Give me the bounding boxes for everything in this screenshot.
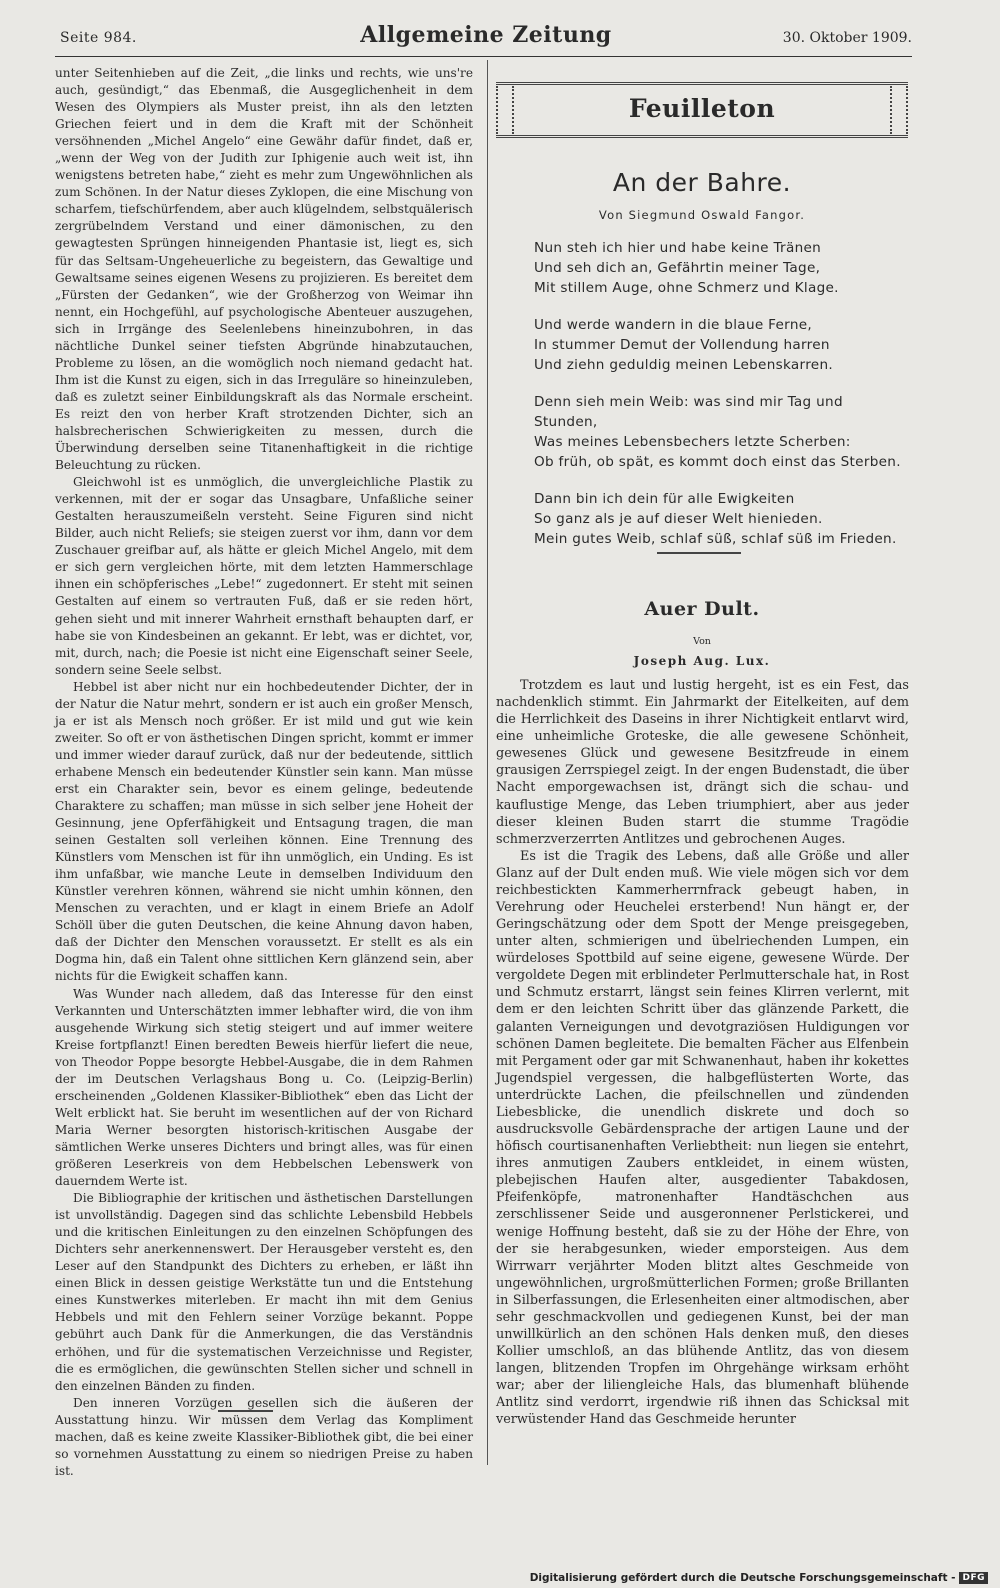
poem-body <box>534 238 906 566</box>
verse-line: Was meines Lebensbechers letzte Scherben: <box>534 434 851 450</box>
verse-line: In stummer Demut der Vollendung harren <box>534 337 830 353</box>
paragraph: Hebbel ist aber nicht nur ein hochbedeutender Dichter, der in der Natur die Natur mehrt, sondern er ist auch ein großer Mensch, ja er ist als Mensch noch größer. Er ist mild und gut wie kein zweiter. So oft er von ästhetischen Dingen spricht, kommt er immer und immer wieder darauf zurück, daß nur der bedeutende, sittlich erhabene Mensch ein bedeutender Künstler sein kann. Man müsse erst ein Charakter sein, bevor es einem gelinge, bedeutende Charaktere zu schaffen; man müsse in sich selber jene Hoheit der Gesinnung, jene Opferfähigkeit und Entsagung tragen, die man seinen Gestalten soll verleihen können. Eine Trennung des Künstlers vom Menschen ist für ihn unmöglich, ein Unding. Es ist ihm unfaßbar, wie manche Leute in demselben Individuum den Künstler verehren können, während sie nicht umhin können, den Menschen zu verachten, und er klagt in einem Briefe an Adolf Schöll über die guten Deutschen, die keine Ahnung davon haben, daß der Dichter den Menschen voraussetzt. Er stellt es als ein Dogma hin, daß ein Talent ohne sittlichen Kern glänzend sein, aber nichts für die Ewigkeit schaffen kann. <box>55 679 473 984</box>
paragraph: Es ist die Tragik des Lebens, daß alle Größe und aller Glanz auf der Dult enden muß. Wie viele mögen sich vor dem reichbestickten Kammerherrnfrack gebeugt haben, in Verehrung oder Heuchelei ersterbend! Nun hängt er, der Geringschätzung oder dem Spott der Menge preisgegeben, unter alten, schmierigen und übelriechenden Lumpen, ein würdeloses Spottbild auf seine eigene, gewesene Würde. Der vergoldete Degen mit erblindeter Perlmutterschale hat, in Rost und Schmutz erstarrt, längst sein feines Klirren verlernt, mit dem er den leichten Schritt über das glänzende Parkett, die galanten Verneigungen und devotgraziösen Huldigungen vor schönen Damen begleitete. Die bemalten Fächer aus Elfenbein mit Pergament oder gar mit Schwanenhaut, haben ihr kokettes Jugendspiel vergessen, die halbgeflüsterten Worte, das unterdrückte Lachen, die pfeilschnellen und zündenden Liebesblicke, die unendlich diskrete und doch so ausdrucksvolle Gebärdensprache der artigen Laune und der höfisch courtisanenhaften Verliebtheit: nun liegen sie entehrt, ihres anmutigen Zaubers entkleidet, in einem wüsten, plebejischen Haufen alter, ausgedienter Tabakdosen, Pfeifenköpfe, matronenhafter Handtäschchen aus zerschlissener Seide und ausgeronnener Perlstickerei, und wenige Hoffnung besteht, daß sie zu der Höhe der Ehre, von der sie herabgesunken, wieder emporsteigen. Aus dem Wirrwarr verjährter Moden blitzt altes Geschmeide von ungewöhnlichen, urgroßmütterlichen Formen; große Brillanten in Silberfassungen, die Erlesenheiten einer altmodischen, aber sehr geschmackvollen und gediegenen Kunst, bei der man unwillkürlich an den schönen Hals denken muß, den dieses Kollier umschloß, an das blühende Antlitz, das von diesem langen, blitzenden Tropfen im Ohrgehänge wirksam erhöht war; aber der liliengleiche Hals, das blumenhaft blühende Antlitz sind verdorrt, irgendwie riß ihnen das Schicksal mit verwüstender Hand das Geschmeide herunter <box>496 848 909 1428</box>
article-title: Auer Dult. <box>644 598 760 620</box>
page-header <box>60 22 912 52</box>
verse-line: Mit stillem Auge, ohne Schmerz und Klage. <box>534 280 839 296</box>
issue-date: 30. Oktober 1909. <box>782 30 912 46</box>
feuilleton-header-box <box>496 82 908 138</box>
page-number: Seite 984. <box>60 30 137 46</box>
article-end-rule <box>218 1410 273 1412</box>
paragraph: Trotzdem es laut und lustig hergeht, ist es ein Fest, das nachdenklich stimmt. Ein Jahrmarkt der Eitelkeiten, auf dem die Herrlichkeit des Daseins in ihrer Nichtigkeit entlarvt wird, eine unheimliche Groteske, die alle gewesene Schönheit, gewesenes Glück und gewesene Besitzfreude in einem grausigen Zerrspiegel zeigt. In der engen Budenstadt, die über Nacht emporgewachsen ist, drängt sich die schau- und kauflustige Menge, das Leben triumphiert, aber aus jeder dieser kleinen Buden starrt die stumme Tragödie schmerzverzerrten Antlitzes und gebrochenen Auges. <box>496 678 909 847</box>
verse-line: Und ziehn geduldig meinen Lebenskarren. <box>534 357 833 373</box>
paragraph: Was Wunder nach alledem, daß das Interesse für den einst Verkannten und Unterschätzten immer lebhafter wird, die von ihm ausgehende Wirkung sich stetig steigert und auf immer weitere Kreise fortpflanzt! Einen beredten Beweis hierfür liefert die neue, von Theodor Poppe besorgte Hebbel-Ausgabe, die in dem Rahmen der im Deutschen Verlagshaus Bong u. Co. (Leipzig-Berlin) erscheinenden „Goldenen Klassiker-Bibliothek“ eben das Licht der Welt erblickt hat. Sie beruht im wesentlichen auf der von Richard Maria Werner besorgten historisch-kritischen Ausgabe der sämtlichen Werke unseres Dichters und bringt alles, was für einen größeren Leserkreis von dem Hebbelschen Lebenswerk von dauerndem Werte ist. <box>55 986 473 1189</box>
verse-line: So ganz als je auf dieser Welt hienieden. <box>534 511 823 527</box>
verse-line: Ob früh, ob spät, es kommt doch einst das Sterben. <box>534 454 901 470</box>
article-author: Joseph Aug. Lux. <box>633 654 771 668</box>
verse-line: Dann bin ich dein für alle Ewigkeiten <box>534 491 795 507</box>
verse-line: Und seh dich an, Gefährtin meiner Tage, <box>534 260 821 276</box>
poem-end-rule <box>657 552 741 554</box>
verse-line: Und werde wandern in die blaue Ferne, <box>534 317 813 333</box>
poem-title: An der Bahre. <box>612 168 792 197</box>
header-rule <box>55 56 912 57</box>
stanza <box>534 315 906 375</box>
digitization-credit <box>530 1572 988 1584</box>
paragraph: Die Bibliographie der kritischen und ästhetischen Darstellungen ist unvollständig. Dagegen sind das schlichte Lebensbild Hebbels und die kritischen Einleitungen zu den einzelnen Schöpfungen des Dichters sehr anerkennenswert. Der Herausgeber versteht es, den Leser auf den Standpunkt des Dichters zu erheben, er läßt ihn einen Blick in dessen geistige Werkstätte tun und die Entstehung eines Kunstwerkes miterleben. Er macht ihn mit dem Genius Hebbels und mit den Fehlern seiner Vorzüge bekannt. Poppe gebührt auch Dank für die Anmerkungen, die das Verständnis erhöhen, und für die systematischen Verzeichnisse und Register, die es ermöglichen, die gewünschten Stellen sicher und schnell in den einzelnen Bänden zu finden. <box>55 1191 473 1393</box>
article-byline-von: Von <box>693 636 711 647</box>
verse-line: Denn sieh mein Weib: was sind mir Tag und Stunden, <box>534 394 843 430</box>
right-column-article <box>496 677 909 1428</box>
newspaper-title: Allgemeine Zeitung <box>360 22 612 48</box>
left-column-article <box>55 65 473 1480</box>
credit-text: Digitalisierung gefördert durch die Deutsche Forschungsgemeinschaft - <box>529 1572 956 1584</box>
poem-author: Von Siegmund Oswald Fangor. <box>598 208 806 222</box>
stanza <box>534 489 906 549</box>
stanza <box>534 392 906 472</box>
dfg-logo: DFG <box>959 1572 988 1584</box>
verse-line: Nun steh ich hier und habe keine Tränen <box>534 240 822 256</box>
verse-line: Mein gutes Weib, schlaf süß, schlaf süß im Frieden. <box>534 531 897 547</box>
section-title: Feuilleton <box>628 94 776 123</box>
paragraph: Gleichwohl ist es unmöglich, die unvergleichliche Plastik zu verkennen, mit der er sogar das Unsagbare, Unfaßliche seiner Gestalten herauszumeißeln versteht. Seine Figuren sind nicht Bilder, auch nicht Reliefs; sie steigen zuerst vor ihm, dann vor dem Zuschauer greifbar auf, als hätte er gleich Michel Angelo, mit dem er sich gern vergleichen hörte, mit dem letzten Hammerschlage ihnen ein schöpferisches „Lebe!“ zugedonnert. Er steht mit seinen Gestalten auf einem so vertrauten Fuß, daß er sie reden hört, gehen sieht und mit innerer Wahrheit ernsthaft behaupten darf, er habe sie von Kindesbeinen an gekannt. Er lebt, was er dichtet, vor, mit, durch, nach; die Poesie ist nicht eine Eigenschaft seiner Seele, sondern seine Seele selbst. <box>55 475 473 677</box>
column-divider <box>487 60 488 1465</box>
stanza <box>534 238 906 298</box>
paragraph: Den inneren Vorzügen gesellen sich die äußeren der Ausstattung hinzu. Wir müssen dem Verlag das Kompliment machen, daß es keine zweite Klassiker-Bibliothek gibt, die bei einer so vornehmen Ausstattung zu einem so niedrigen Preise zu haben ist. <box>55 1395 473 1478</box>
paragraph: unter Seitenhieben auf die Zeit, „die links und rechts, wie uns're auch, gesündigt,“ das Ebenmaß, die Ausgeglichenheit in dem Wesen des Olympiers als Muster preist, ihn als den letzten Griechen feiert und in dem die Kraft mit der Schönheit versöhnenden „Michel Angelo“ eine Gewähr dafür findet, daß er, „wenn der Weg von der Judith zur Iphigenie auch weit ist, ihn wenigstens betreten habe,“ zieht es mehr zum Ungewöhnlichen als zum Schönen. In der Natur dieses Zyklopen, die eine Mischung von scharfem, tiefschürfendem, aber auch klügelndem, selbstquälerisch zergrübelndem Verstand und einer dämonischen, zu den gewagtesten Sprüngen hinneigenden Phantasie ist, liegt es, sich für das Seltsam-Ungeheuerliche zu begeistern, das Gewaltige und Gewaltsame seines eigenen Wesens zu projizieren. Es bereitet dem „Fürsten der Gedanken“, wie der Großherzog von Weimar ihn nennt, ein Hochgefühl, auf psychologische Abenteuer auszugehen, sich in Irrgänge des Seelenlebens hineinzubohren, in das nächtliche Dunkel seiner tiefsten Abgründe hinabzutauchen, Probleme zu lösen, an die womöglich noch niemand gedacht hat. Ihm ist die Kunst zu eigen, sich in das Irreguläre so hineinzuleben, daß es zuletzt seiner Einbildungskraft als das Normale erscheint. Es reizt den von herber Kraft strotzenden Dichter, sich an halsbrecherischen Schwierigkeiten zu messen, durch die Überwindung derselben seine Titanenhaftigkeit in die richtige Beleuchtung zu rücken. <box>55 66 473 473</box>
